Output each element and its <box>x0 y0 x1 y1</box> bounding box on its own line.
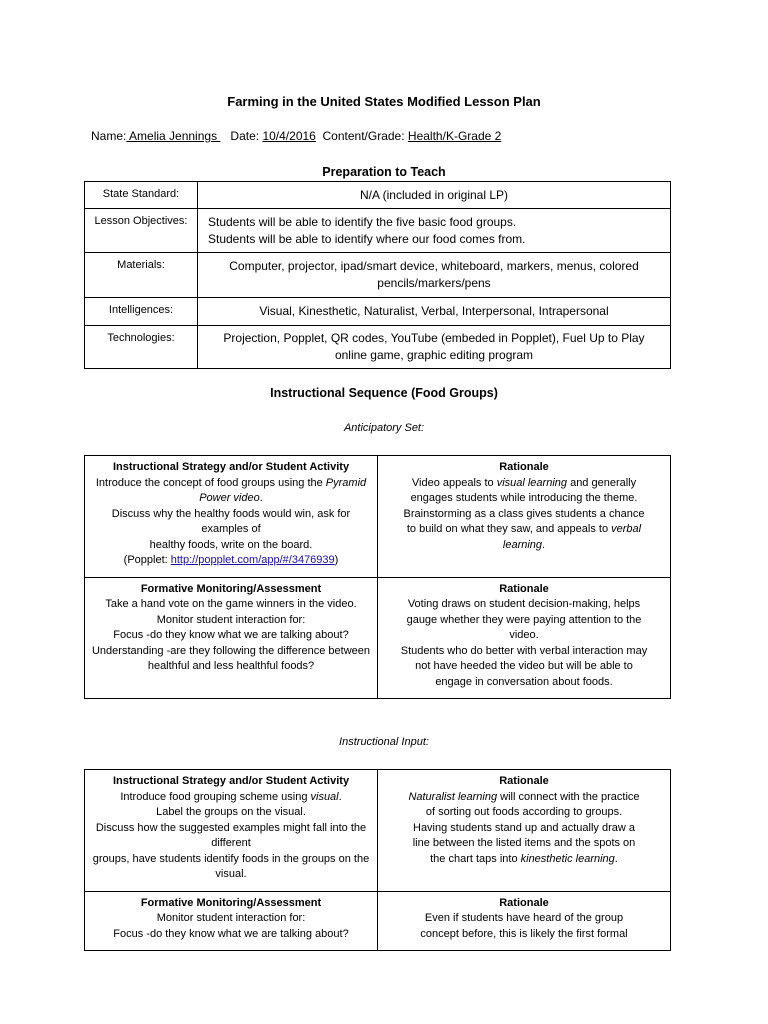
prep-value: Computer, projector, ipad/smart device, whiteboard, markers, menus, colored pencils/markers/pens <box>198 253 671 298</box>
prep-label: Intelligences: <box>85 298 198 326</box>
input-monitoring-cell: Formative Monitoring/Assessment Monitor student interaction for: Focus -do they know what we are talking about? <box>85 891 378 951</box>
prep-label: Materials: <box>85 253 198 298</box>
document-title: Farming in the United States Modified Lesson Plan <box>227 94 541 109</box>
prep-label: State Standard: <box>85 182 198 209</box>
anticipatory-table <box>84 455 671 699</box>
prep-table <box>84 181 671 369</box>
anticipatory-set-label: Anticipatory Set: <box>343 422 425 434</box>
input-rationale2-cell: Rationale Even if students have heard of the group concept before, this is likely the first formal <box>378 891 671 951</box>
prep-row-objectives <box>85 209 671 253</box>
lesson-meta-line <box>91 129 501 143</box>
prep-value: N/A (included in original LP) <box>198 182 671 209</box>
prep-row-materials <box>85 253 671 298</box>
prep-label: Lesson Objectives: <box>85 209 198 253</box>
prep-value: Projection, Popplet, QR codes, YouTube (embeded in Popplet), Fuel Up to Play online game, graphic editing program <box>198 326 671 369</box>
input-table <box>84 769 671 951</box>
prep-label: Technologies: <box>85 326 198 369</box>
content-value: Health/K-Grade 2 <box>407 129 502 143</box>
prep-value: Visual, Kinesthetic, Naturalist, Verbal, Interpersonal, Intrapersonal <box>198 298 671 326</box>
popplet-link[interactable]: http://popplet.com/app/#/3476939 <box>170 554 335 566</box>
name-label: Name: <box>91 129 127 143</box>
input-strategy-cell: Instructional Strategy and/or Student Activity Introduce food grouping scheme using visual. Label the groups on the visual. Discuss how the suggested examples might fall into the different groups, have students identify foods in the groups on the visual. <box>85 770 378 892</box>
content-label: Content/Grade: <box>322 129 405 143</box>
prep-heading: Preparation to Teach <box>322 165 446 179</box>
anticipatory-strategy-cell: Instructional Strategy and/or Student Activity Introduce the concept of food groups using the Pyramid Power video. Discuss why the healthy foods would win, ask for examples of healthy foods, write on the board. (Popplet: http://popplet.com/app/#/3476939) <box>85 456 378 578</box>
sequence-heading: Instructional Sequence (Food Groups) <box>270 386 498 400</box>
date-value: 10/4/2016 <box>262 129 316 143</box>
prep-row-technologies <box>85 326 671 369</box>
anticipatory-monitoring-cell: Formative Monitoring/Assessment Take a hand vote on the game winners in the video. Monitor student interaction for: Focus -do they know what we are talking about? Understanding -are they following the difference between healthful and less healthful foods? <box>85 577 378 699</box>
date-label: Date: <box>230 129 260 143</box>
prep-value: Students will be able to identify the five basic food groups. Students will be able to identify where our food comes from. <box>198 209 671 253</box>
input-rationale-cell: Rationale Naturalist learning will connect with the practice of sorting out foods according to groups. Having students stand up and actually draw a line between the listed items and the spots on the chart taps into kinesthetic learning. <box>378 770 671 892</box>
prep-row-standard <box>85 182 671 209</box>
name-value: Amelia Jennings <box>126 129 221 143</box>
anticipatory-rationale-cell: Rationale Video appeals to visual learning and generally engages students while introducing the theme. Brainstorming as a class gives students a chance to build on what they saw, and appeals to verbal learning. <box>378 456 671 578</box>
anticipatory-rationale2-cell: Rationale Voting draws on student decision-making, helps gauge whether they were paying attention to the video. Students who do better with verbal interaction may not have heeded the video but will be able to engage in conversation about foods. <box>378 577 671 699</box>
instructional-input-label: Instructional Input: <box>339 736 429 748</box>
prep-row-intelligences <box>85 298 671 326</box>
